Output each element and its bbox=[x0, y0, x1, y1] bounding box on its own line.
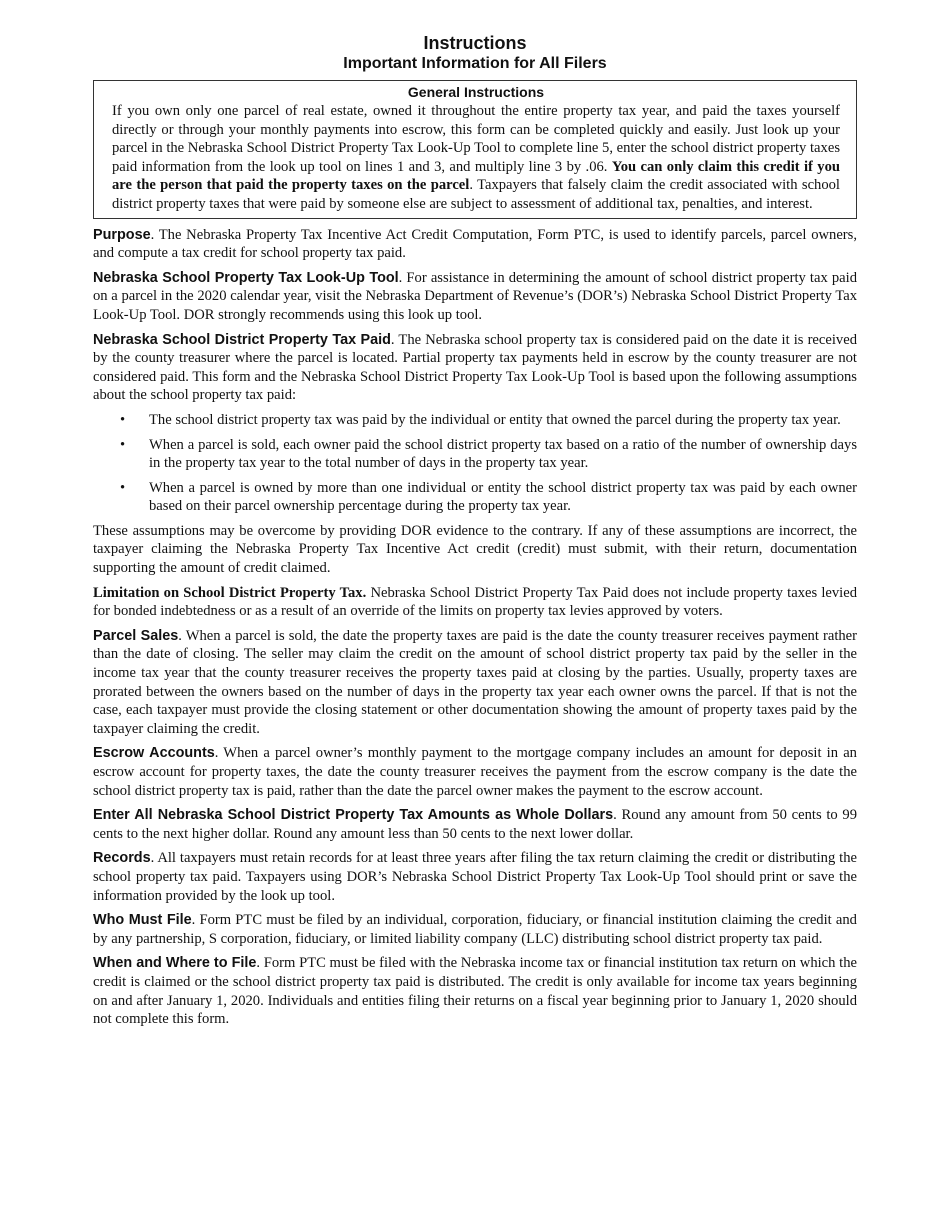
escrow-paragraph bbox=[93, 744, 857, 800]
who-must-file-text: . Form PTC must be filed by an individual, corporation, fiduciary, or financial institution claiming the credit and by any partnership, S corporation, fiduciary, or limited liability company (LLC) distributing school district property tax paid. bbox=[93, 912, 857, 947]
general-text-after: . Taxpayers that falsely claim the credit associated with school district property taxes that were paid by someone else are subject to assessment of additional tax, penalties, and interest. bbox=[112, 177, 840, 212]
general-instructions-heading: General Instructions bbox=[407, 84, 545, 100]
assumptions-paragraph: These assumptions may be overcome by providing DOR evidence to the contrary. If any of these assumptions are incorrect, the taxpayer claiming the Nebraska Property Tax Incentive Act credit (credit) must submit, with their return, documentation supporting the amount of credit claimed. bbox=[93, 522, 857, 577]
records-text: . All taxpayers must retain records for at least three years after filing the tax return claiming the credit or distributing the school property tax paid. Taxpayers using DOR’s Nebraska School District Property Tax Look-Up Tool should print or save the information provided by the look up tool. bbox=[93, 850, 857, 904]
tax-paid-text: . The Nebraska school property tax is considered paid on the date it is received by the county treasurer where the parcel is located. Partial property tax payments held in escrow by the county treasurer are not considered paid. This form and the Nebraska School District Property Tax Look-Up Tool is based upon the following assumptions about the school property tax paid: bbox=[93, 331, 857, 404]
when-where-paragraph bbox=[93, 954, 857, 1028]
page-subtitle: Important Information for All Filers bbox=[343, 55, 607, 72]
whole-dollars-paragraph bbox=[93, 806, 857, 843]
when-where-text: . Form PTC must be filed with the Nebraska income tax or financial institution tax return on which the credit is claimed or the school district property tax paid is distributed. The credit is only available for income tax years beginning on and after January 1, 2020. Individuals and entities filing their returns on a fiscal year beginning prior to January 1, 2020 should not complete this form. bbox=[93, 955, 857, 1028]
general-instructions-box bbox=[93, 80, 857, 219]
who-must-file-heading: Who Must File bbox=[93, 912, 192, 929]
lookup-tool-heading: Nebraska School Property Tax Look-Up Tool bbox=[93, 269, 399, 286]
list-item bbox=[93, 411, 857, 430]
purpose-text: . The Nebraska Property Tax Incentive Act Credit Computation, Form PTC, is used to identify parcels, parcel owners, and compute a tax credit for school property tax paid. bbox=[93, 226, 857, 262]
purpose-heading: Purpose bbox=[93, 226, 151, 243]
general-text-before: If you own only one parcel of real estate, owned it throughout the entire property tax year, and paid the taxes yourself directly or through your monthly payments into escrow, this form can be completed quickly and easily. Just look up your parcel in the Nebraska School District Property Tax Look-Up Tool to complete line 5, enter the school district property taxes paid information from the look up tool on lines 1 and 3, and multiply line 3 by .06. bbox=[112, 103, 840, 175]
tax-paid-heading: Nebraska School District Property Tax Paid bbox=[93, 331, 391, 348]
instructions-page bbox=[93, 33, 857, 1035]
list-item bbox=[93, 436, 857, 473]
parcel-sales-paragraph bbox=[93, 627, 857, 739]
who-must-file-paragraph bbox=[93, 911, 857, 948]
escrow-text: . When a parcel owner’s monthly payment to the mortgage company includes an amount for deposit in an escrow account for property taxes, the date the county treasurer receives the payment from the escrow company is the date the school district property tax is paid, rather than the date the parcel owner makes the payment to the escrow account. bbox=[93, 745, 857, 799]
lookup-tool-text: . For assistance in determining the amount of school district property tax paid on a parcel in the 2020 calendar year, visit the Nebraska Department of Revenue’s (DOR’s) Nebraska School District Property Tax Look-Up Tool. DOR strongly recommends using this look up tool. bbox=[93, 269, 857, 323]
page-title: Instructions bbox=[423, 33, 527, 53]
list-item-text: When a parcel is owned by more than one individual or entity the school district property tax was paid by each owner based on their parcel ownership percentage during the property tax year. bbox=[149, 479, 857, 515]
bullet-icon: • bbox=[120, 436, 126, 453]
lookup-tool-paragraph bbox=[93, 269, 857, 325]
escrow-heading: Escrow Accounts bbox=[93, 745, 215, 762]
limitation-heading: Limitation on School District Property Tax. bbox=[93, 584, 367, 601]
when-where-heading: When and Where to File bbox=[93, 955, 257, 972]
limitation-text: Nebraska School District Property Tax Paid does not include property taxes levied for bonded indebtedness or as a result of an override of the limits on property tax levies approved by voters. bbox=[93, 584, 858, 620]
bullet-icon: • bbox=[120, 479, 126, 496]
parcel-sales-text: . When a parcel is sold, the date the property taxes are paid is the date the county treasurer receives payment rather than the date of closing. The seller may claim the credit on the amount of school district property tax paid by the seller in the income tax year that the county treasurer receives the property taxes paid at closing by the parties. Usually, property taxes are prorated between the owners based on the number of days in the property tax year each owner owns the parcel. If that is not the case, each taxpayer must provide the closing statement or other documentation showing the amount of property taxes paid by the taxpayer claiming the credit. bbox=[93, 627, 858, 737]
tax-paid-paragraph bbox=[93, 331, 857, 405]
general-text-bold: You can only claim this credit if you are the person that paid the property taxes on the parcel bbox=[112, 158, 840, 194]
records-heading: Records bbox=[93, 850, 151, 867]
list-item bbox=[93, 479, 857, 516]
bullet-icon: • bbox=[120, 411, 126, 428]
whole-dollars-heading: Enter All Nebraska School District Property Tax Amounts as Whole Dollars bbox=[93, 807, 614, 824]
purpose-paragraph bbox=[93, 226, 857, 263]
list-item-text: When a parcel is sold, each owner paid the school district property tax based on a ratio of the number of ownership days in the property tax year to the total number of days in the property tax year. bbox=[149, 436, 857, 472]
assumptions-list bbox=[93, 411, 857, 516]
parcel-sales-heading: Parcel Sales bbox=[93, 627, 179, 644]
limitation-paragraph bbox=[93, 584, 857, 621]
whole-dollars-text: . Round any amount from 50 cents to 99 cents to the next higher dollar. Round any amount less than 50 cents to the next lower dollar. bbox=[93, 807, 857, 842]
general-instructions-text bbox=[112, 102, 840, 214]
records-paragraph bbox=[93, 849, 857, 905]
list-item-text: The school district property tax was paid by the individual or entity that owned the parcel during the property tax year. bbox=[149, 411, 841, 428]
